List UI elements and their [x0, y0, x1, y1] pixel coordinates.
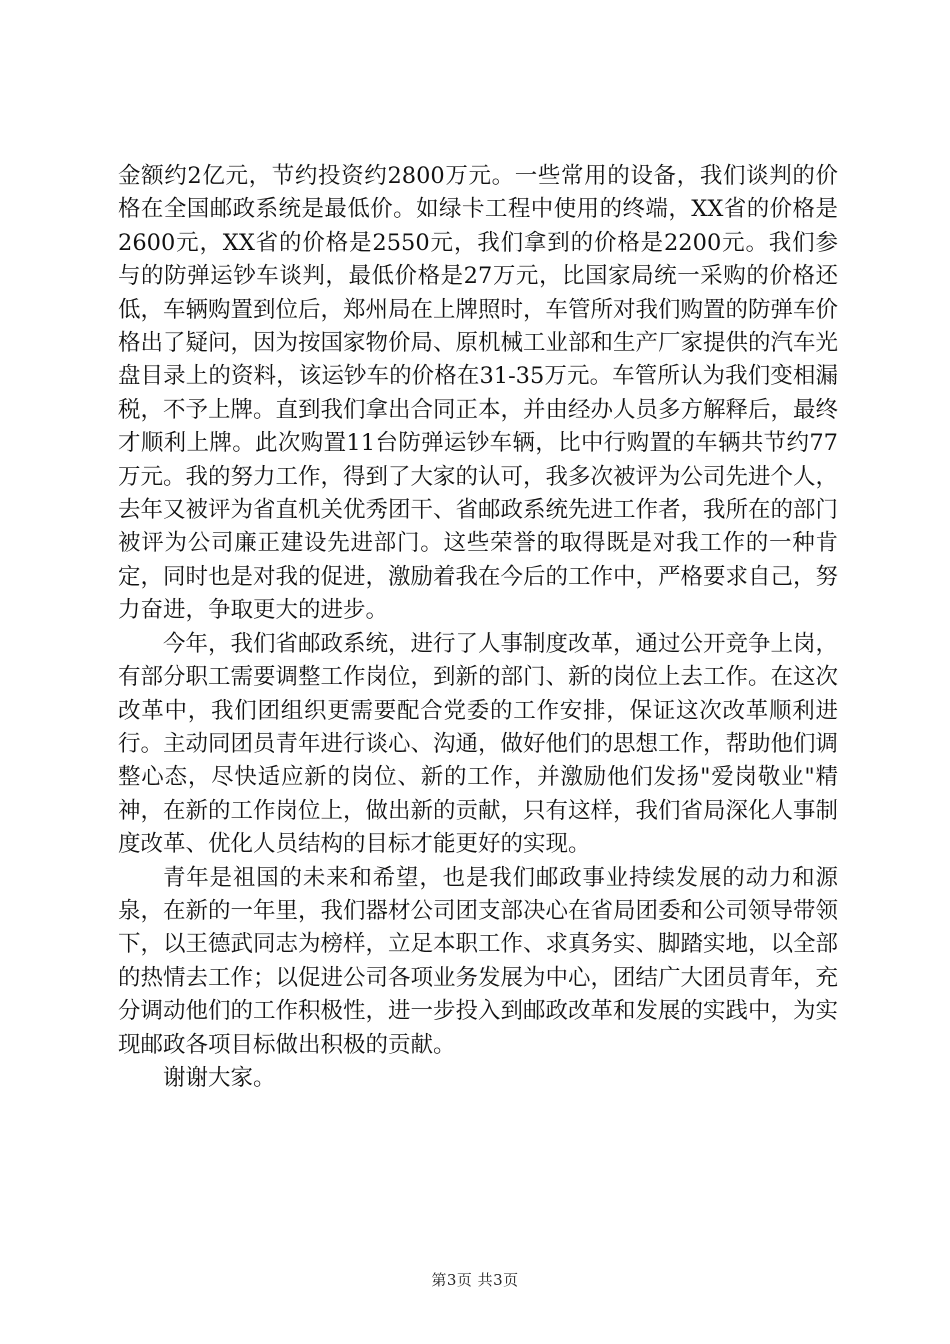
paragraph-1: 金额约2亿元，节约投资约2800万元。一些常用的设备，我们谈判的价格在全国邮政系统是最低价。如绿卡工程中使用的终端，XX省的价格是2600元，XX省的价格是2550元，我们拿到的价格是2200元。我们参与的防弹运钞车谈判，最低价格是27万元，比国家局统一采购的价格还低，车辆购置到位后，郑州局在上牌照时，车管所对我们购置的防弹车价格出了疑问，因为按国家物价局、原机械工业部和生产厂家提供的汽车光盘目录上的资料，该运钞车的价格在31-35万元。车管所认为我们变相漏税，不予上牌。直到我们拿出合同正本，并由经办人员多方解释后，最终才顺利上牌。此次购置11台防弹运钞车辆，比中行购置的车辆共节约77万元。我的努力工作，得到了大家的认可，我多次被评为公司先进个人，去年又被评为省直机关优秀团干、省邮政系统先进工作者，我所在的部门被评为公司廉正建设先进部门。这些荣誉的取得既是对我工作的一种肯定，同时也是对我的促进，激励着我在今后的工作中，严格要求自己，努力奋进，争取更大的进步。 [118, 163, 839, 624]
document-body [118, 160, 838, 1095]
paragraph-3: 青年是祖国的未来和希望，也是我们邮政事业持续发展的动力和源泉，在新的一年里，我们器材公司团支部决心在省局团委和公司领导带领下，以王德武同志为榜样，立足本职工作、求真务实、脚踏实地，以全部的热情去工作；以促进公司各项业务发展为中心，团结广大团员青年，充分调动他们的工作积极性，进一步投入到邮政改革和发展的实践中，为实现邮政各项目标做出积极的贡献。 [118, 864, 839, 1058]
paragraph-2: 今年，我们省邮政系统，进行了人事制度改革，通过公开竞争上岗，有部分职工需要调整工作岗位，到新的部门、新的岗位上去工作。在这次改革中，我们团组织更需要配合党委的工作安排，保证这次改革顺利进行。主动同团员青年进行谈心、沟通，做好他们的思想工作，帮助他们调整心态，尽快适应新的岗位、新的工作，并激励他们发扬"爱岗敬业"精神，在新的工作岗位上，做出新的贡献，只有这样，我们省局深化人事制度改革、优化人员结构的目标才能更好的实现。 [118, 630, 839, 858]
page-footer: 第3页 共3页 [431, 1271, 519, 1289]
paragraph-closing: 谢谢大家。 [163, 1064, 276, 1091]
